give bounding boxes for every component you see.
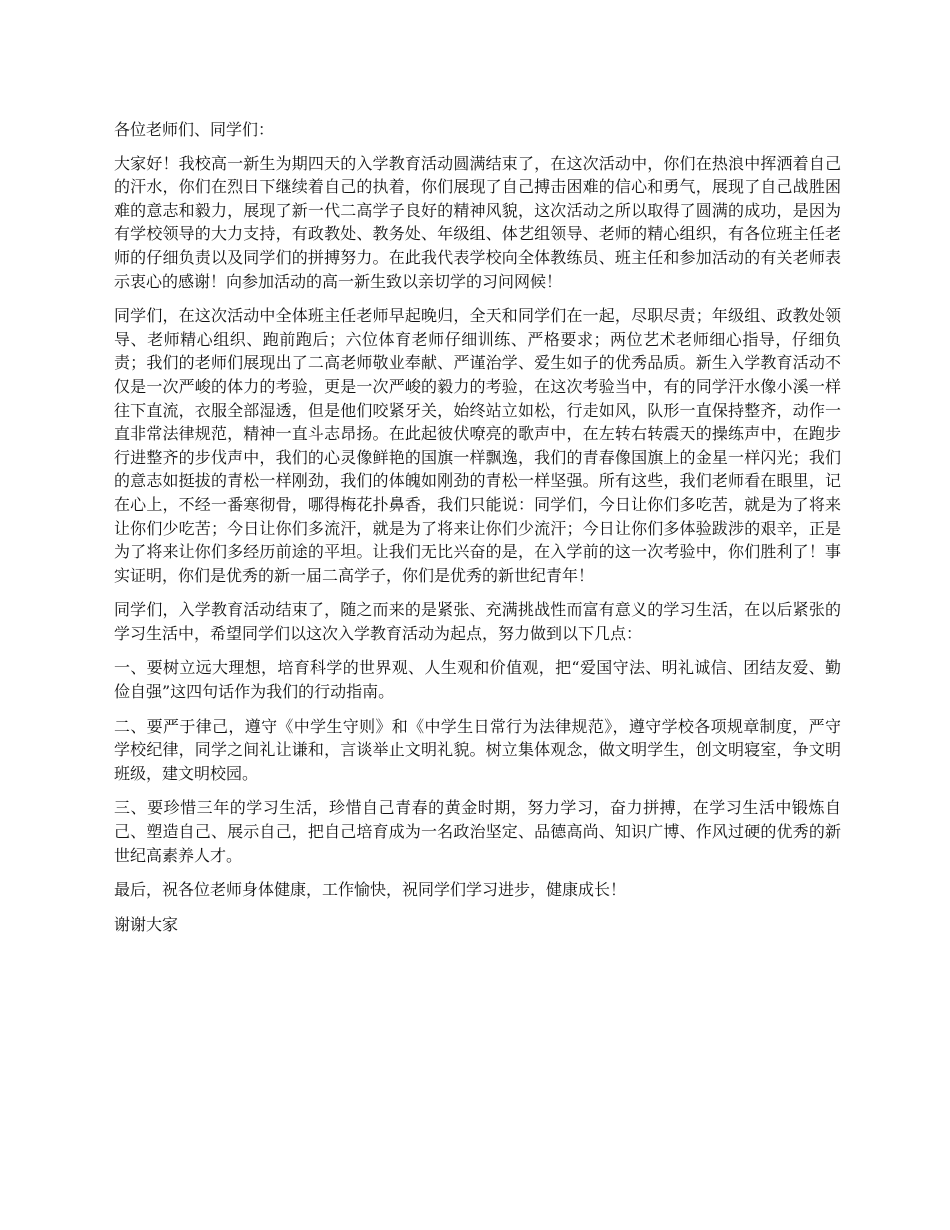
paragraph-opening: 大家好！我校高一新生为期四天的入学教育活动圆满结束了，在这次活动中，你们在热浪中挥洒着自己的汗水，你们在烈日下继续着自己的执着，你们展现了自己搏击困难的信心和勇气，展现了自己战胜困难的意志和毅力，展现了新一代二高学子良好的精神风貌，这次活动之所以取得了圆满的成功，是因为有学校领导的大力支持，有政教处、教务处、年级组、体艺组领导、老师的精心组织，有各位班主任老师的仔细负责以及同学们的拼搏努力。在此我代表学校向全体教练员、班主任和参加活动的有关老师表示衷心的感谢！向参加活动的高一新生致以亲切学的习问网候！ bbox=[114, 153, 841, 291]
paragraph-wishes: 最后，祝各位老师身体健康，工作愉快，祝同学们学习进步，健康成长！ bbox=[114, 880, 627, 900]
paragraph-point-three: 三、要珍惜三年的学习生活，珍惜自己青春的黄金时期，努力学习，奋力拼搏，在学习生活中锻炼自己、塑造自己、展示自己，把自己培育成为一名政治坚定、品德高尚、知识广博、作风过硬的优秀的新世纪高素养人才。 bbox=[114, 798, 841, 865]
paragraph-point-one: 一、要树立远大理想，培育科学的世界观、人生观和价值观，把“爱国守法、明礼诚信、团结友爱、勤俭自强”这四句话作为我们的行动指南。 bbox=[114, 658, 841, 702]
closing-thanks: 谢谢大家 bbox=[114, 914, 179, 934]
paragraph-point-two: 二、要严于律己，遵守《中学生守则》和《中学生日常行为法律规范》，遵守学校各项规章制度，严守学校纪律，同学之间礼让谦和，言谈举止文明礼貌。树立集体观念，做文明学生，创文明寝室，争文明班级，建文明校园。 bbox=[114, 716, 841, 783]
paragraph-expectations-intro: 同学们，入学教育活动结束了，随之而来的是紧张、充满挑战性而富有意义的学习生活，在以后紧张的学习生活中，希望同学们以这次入学教育活动为起点，努力做到以下几点： bbox=[114, 600, 841, 643]
salutation: 各位老师们、同学们： bbox=[114, 120, 275, 139]
paragraph-activity-review: 同学们，在这次活动中全体班主任老师早起晚归，全天和同学们在一起，尽职尽责；年级组、政教处领导、老师精心组织、跑前跑后；六位体育老师仔细训练、严格要求；两位艺术老师细心指导，仔细负责；我们的老师们展现出了二高老师敬业奉献、严谨治学、爱生如子的优秀品质。新生入学教育活动不仅是一次严峻的体力的考验，更是一次严峻的毅力的考验，在这次考验当中，有的同学汗水像小溪一样往下直流，衣服全部湿透，但是他们咬紧牙关，始终站立如松，行走如风，队形一直保持整齐，动作一直非常法律规范，精神一直斗志昂扬。在此起彼伏嘹亮的歌声中，在左转右转震天的操练声中，在跑步行进整齐的步伐声中，我们的心灵像鲜艳的国旗一样飘逸，我们的青春像国旗上的金星一样闪光；我们的意志如挺拔的青松一样刚劲，我们的体魄如刚劲的青松一样坚强。所有这些，我们老师看在眼里，记在心上，不经一番寒彻骨，哪得梅花扑鼻香，我们只能说：同学们，今日让你们多吃苦，就是为了将来让你们少吃苦；今日让你们多流汗，就是为了将来让你们少流汗；今日让你们多体验跋涉的艰辛，正是为了将来让你们多经历前途的平坦。让我们无比兴奋的是，在入学前的这一次考验中，你们胜利了！事实证明，你们是优秀的新一届二高学子，你们是优秀的新世纪青年！ bbox=[114, 306, 841, 585]
document-page bbox=[114, 118, 841, 947]
